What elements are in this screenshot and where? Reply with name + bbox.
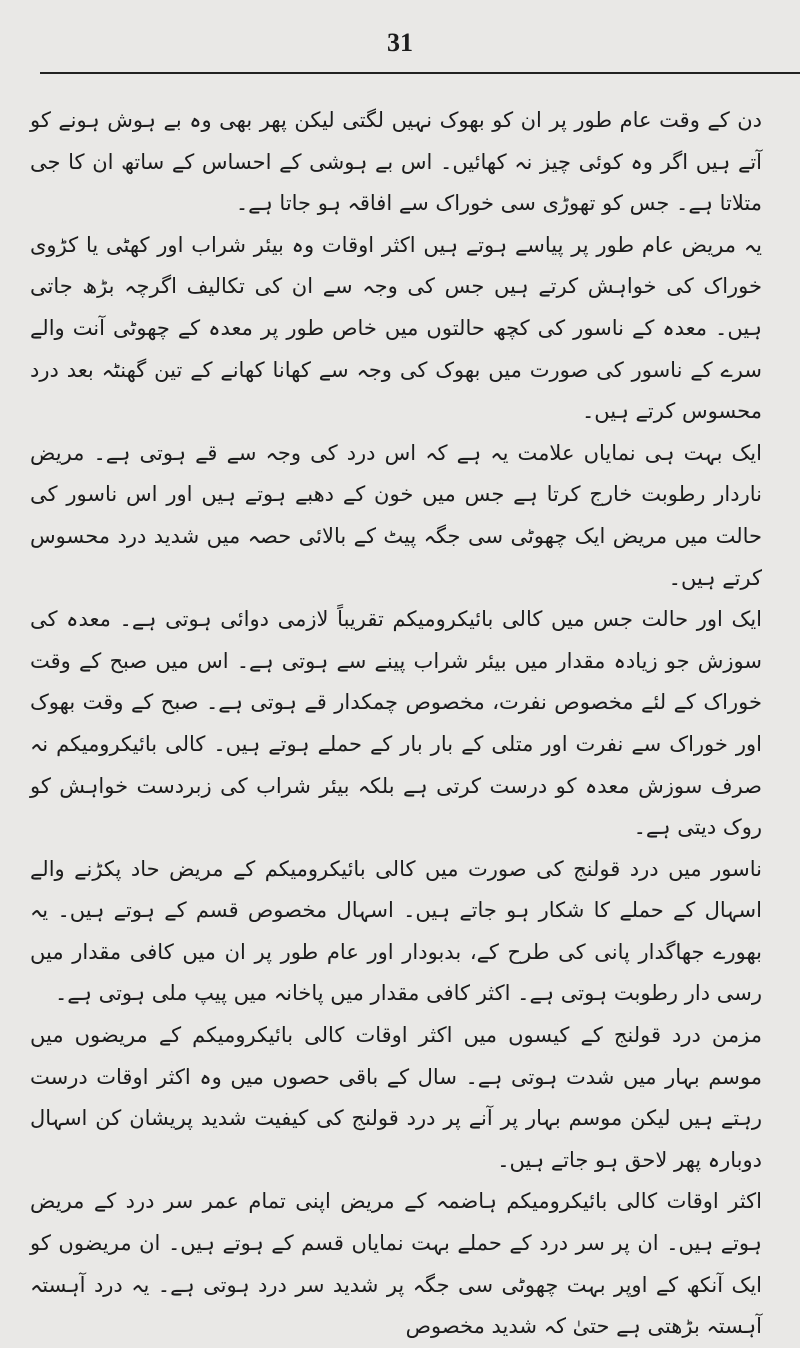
body-text <box>30 100 762 1348</box>
paragraph: ایک بہت ہی نمایاں علامت یہ ہے کہ اس درد کی وجہ سے قے ہوتی ہے۔ مریض ناردار رطوبت خارج کرتا ہے جس میں خون کے دھبے ہوتے ہیں اور اس ناسور کی حالت میں مریض ایک چھوٹی سی جگہ پیٹ کے بالائی حصہ میں شدید درد محسوس کرتے ہیں۔ <box>30 440 762 590</box>
paragraph: یہ مریض عام طور پر پیاسے ہوتے ہیں اکثر اوقات وہ بیئر شراب اور کھٹی یا کڑوی خوراک کی خواہش کرتے ہیں جس کی وجہ سے ان کی تکالیف اگرچہ بڑھ جاتی ہیں۔ معدہ کے ناسور کی کچھ حالتوں میں خاص طور پر معدہ کے چھوٹی آنت والے سرے کے ناسور کی صورت میں بھوک کی وجہ سے کھانا کھانے کے تین گھنٹہ بعد درد محسوس کرتے ہیں۔ <box>30 232 762 424</box>
paragraph: اکثر اوقات کالی بائیکرومیکم ہاضمہ کے مریض اپنی تمام عمر سر درد کے مریض ہوتے ہیں۔ ان پر سر درد کے حملے بہت نمایاں قسم کے ہوتے ہیں۔ ان مریضوں کو ایک آنکھ کے اوپر بہت چھوٹی سی جگہ پر شدید سر درد ہوتی ہے۔ یہ درد آہستہ آہستہ بڑھتی ہے حتیٰ کہ شدید مخصوص <box>30 1189 762 1339</box>
paragraph: ایک اور حالت جس میں کالی بائیکرومیکم تقریباً لازمی دوائی ہوتی ہے۔ معدہ کی سوزش جو زیادہ مقدار میں بیئر شراب پینے سے ہوتی ہے۔ اس میں صبح کے وقت خوراک کے لئے مخصوص نفرت، مخصوص چمکدار قے ہوتی ہے۔ صبح کے وقت بھوک اور خوراک سے نفرت اور متلی کے بار بار کے حملے ہوتے ہیں۔ کالی بائیکرومیکم نہ صرف سوزش معدہ کو درست کرتی ہے بلکہ بیئر شراب کی زبردست خواہش کو روک دیتی ہے۔ <box>30 607 762 840</box>
paragraph: دن کے وقت عام طور پر ان کو بھوک نہیں لگتی لیکن پھر بھی وہ بے ہوش ہونے کو آتے ہیں اگر وہ کوئی چیز نہ کھائیں۔ اس بے ہوشی کے احساس کے ساتھ ان کا جی متلاتا ہے۔ جس کو تھوڑی سی خوراک سے افاقہ ہو جاتا ہے۔ <box>30 108 762 216</box>
page-number: 31 <box>387 28 413 57</box>
header-rule <box>40 72 800 74</box>
paragraph: مزمن درد قولنج کے کیسوں میں اکثر اوقات کالی بائیکرومیکم کے مریضوں میں موسم بہار میں شدت ہوتی ہے۔ سال کے باقی حصوں میں وہ اکثر اوقات درست رہتے ہیں لیکن موسم بہار پر آنے پر درد قولنج کی کیفیت شدید پریشان کن اسہال دوبارہ پھر لاحق ہو جاتے ہیں۔ <box>30 1023 762 1172</box>
paragraph: ناسور میں درد قولنج کی صورت میں کالی بائیکرومیکم کے مریض حاد پکڑنے والے اسہال کے حملے کا شکار ہو جاتے ہیں۔ اسہال مخصوص قسم کے ہوتے ہیں۔ یہ بھورے جھاگدار پانی کی طرح کے، بدبودار اور عام طور پر ان میں کافی مقدار میں رسی دار رطوبت ہوتی ہے۔ اکثر کافی مقدار میں پاخانہ میں پیپ ملی ہوتی ہے۔ <box>30 856 762 1006</box>
